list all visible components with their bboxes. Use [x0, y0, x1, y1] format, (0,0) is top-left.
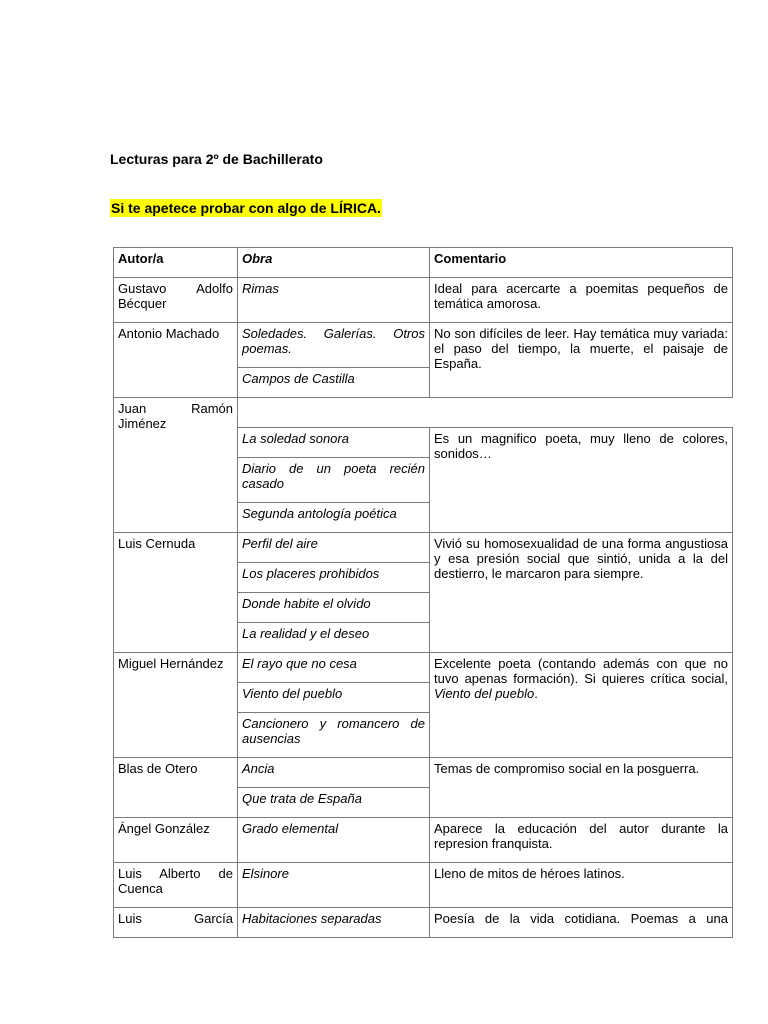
comment-text: Excelente poeta (contando además con que no tuvo apenas formación). Si quieres crítica social, [434, 656, 728, 686]
author-cell: Antonio Machado [114, 323, 238, 398]
comment-cell: Ideal para acercarte a poemitas pequeños de temática amorosa. [430, 278, 733, 323]
comment-cell: Vivió su homosexualidad de una forma angustiosa y esa presión social que sintió, unida a la del destierro, le marcaron para siempre. [430, 533, 733, 653]
table-row [114, 908, 733, 938]
table-row [114, 863, 733, 908]
empty-cell [238, 398, 733, 428]
work-cell: Elsinore [238, 863, 430, 908]
author-name-line: Bécquer [118, 296, 167, 311]
document-title: Lecturas para 2º de Bachillerato [110, 151, 323, 167]
comment-cell: Temas de compromiso social en la posguerra. [430, 758, 733, 818]
table-row [114, 323, 733, 368]
comment-cell: No son difíciles de leer. Hay temática muy variada: el paso del tiempo, la muerte, el paisaje de España. [430, 323, 733, 398]
author-cell: Blas de Otero [114, 758, 238, 818]
readings-table [113, 247, 733, 938]
work-cell: El rayo que no cesa [238, 653, 430, 683]
work-cell: Los placeres prohibidos [238, 563, 430, 593]
table-row [114, 278, 733, 323]
comment-cell: Poesía de la vida cotidiana. Poemas a una [430, 908, 733, 938]
comment-cell: Es un magnifico poeta, muy lleno de colores, sonidos… [430, 428, 733, 533]
work-cell: Que trata de España [238, 788, 430, 818]
author-name-line: Gustavo Adolfo [118, 281, 233, 296]
author-cell: Luis García [114, 908, 238, 938]
table-row [114, 818, 733, 863]
work-cell: Habitaciones separadas [238, 908, 430, 938]
work-cell: Rimas [238, 278, 430, 323]
author-cell [114, 278, 238, 323]
author-cell: Luis Cernuda [114, 533, 238, 653]
author-name-line: Luis Alberto de [118, 866, 233, 881]
comment-cell [430, 653, 733, 758]
header-obra: Obra [238, 248, 430, 278]
table-header-row [114, 248, 733, 278]
work-cell: Perfil del aire [238, 533, 430, 563]
work-cell: La realidad y el deseo [238, 623, 430, 653]
author-cell [114, 398, 238, 533]
highlighted-subtitle: Si te apetece probar con algo de LÍRICA. [111, 200, 381, 216]
author-cell [114, 863, 238, 908]
author-name-line: Juan Ramón [118, 401, 233, 416]
work-cell: Cancionero y romancero de ausencias [238, 713, 430, 758]
work-cell: La soledad sonora [238, 428, 430, 458]
work-cell: Ancia [238, 758, 430, 788]
work-cell: Diario de un poeta recién casado [238, 458, 430, 503]
table-row [114, 758, 733, 788]
work-cell: Soledades. Galerías. Otros poemas. [238, 323, 430, 368]
header-comentario: Comentario [430, 248, 733, 278]
work-cell: Donde habite el olvido [238, 593, 430, 623]
comment-text: . [534, 686, 538, 701]
table-row [114, 653, 733, 683]
author-cell: Ángel González [114, 818, 238, 863]
table-row [114, 533, 733, 563]
author-name-line: Jiménez [118, 416, 167, 431]
header-autor: Autor/a [114, 248, 238, 278]
comment-cell: Lleno de mitos de héroes latinos. [430, 863, 733, 908]
table-row [114, 398, 733, 428]
comment-work-title: Viento del pueblo [434, 686, 535, 701]
work-cell: Grado elemental [238, 818, 430, 863]
author-cell: Miguel Hernández [114, 653, 238, 758]
work-cell: Segunda antología poética [238, 503, 430, 533]
work-cell: Viento del pueblo [238, 683, 430, 713]
author-name-line: Cuenca [118, 881, 163, 896]
work-cell: Campos de Castilla [238, 368, 430, 398]
comment-cell: Aparece la educación del autor durante la represion franquista. [430, 818, 733, 863]
